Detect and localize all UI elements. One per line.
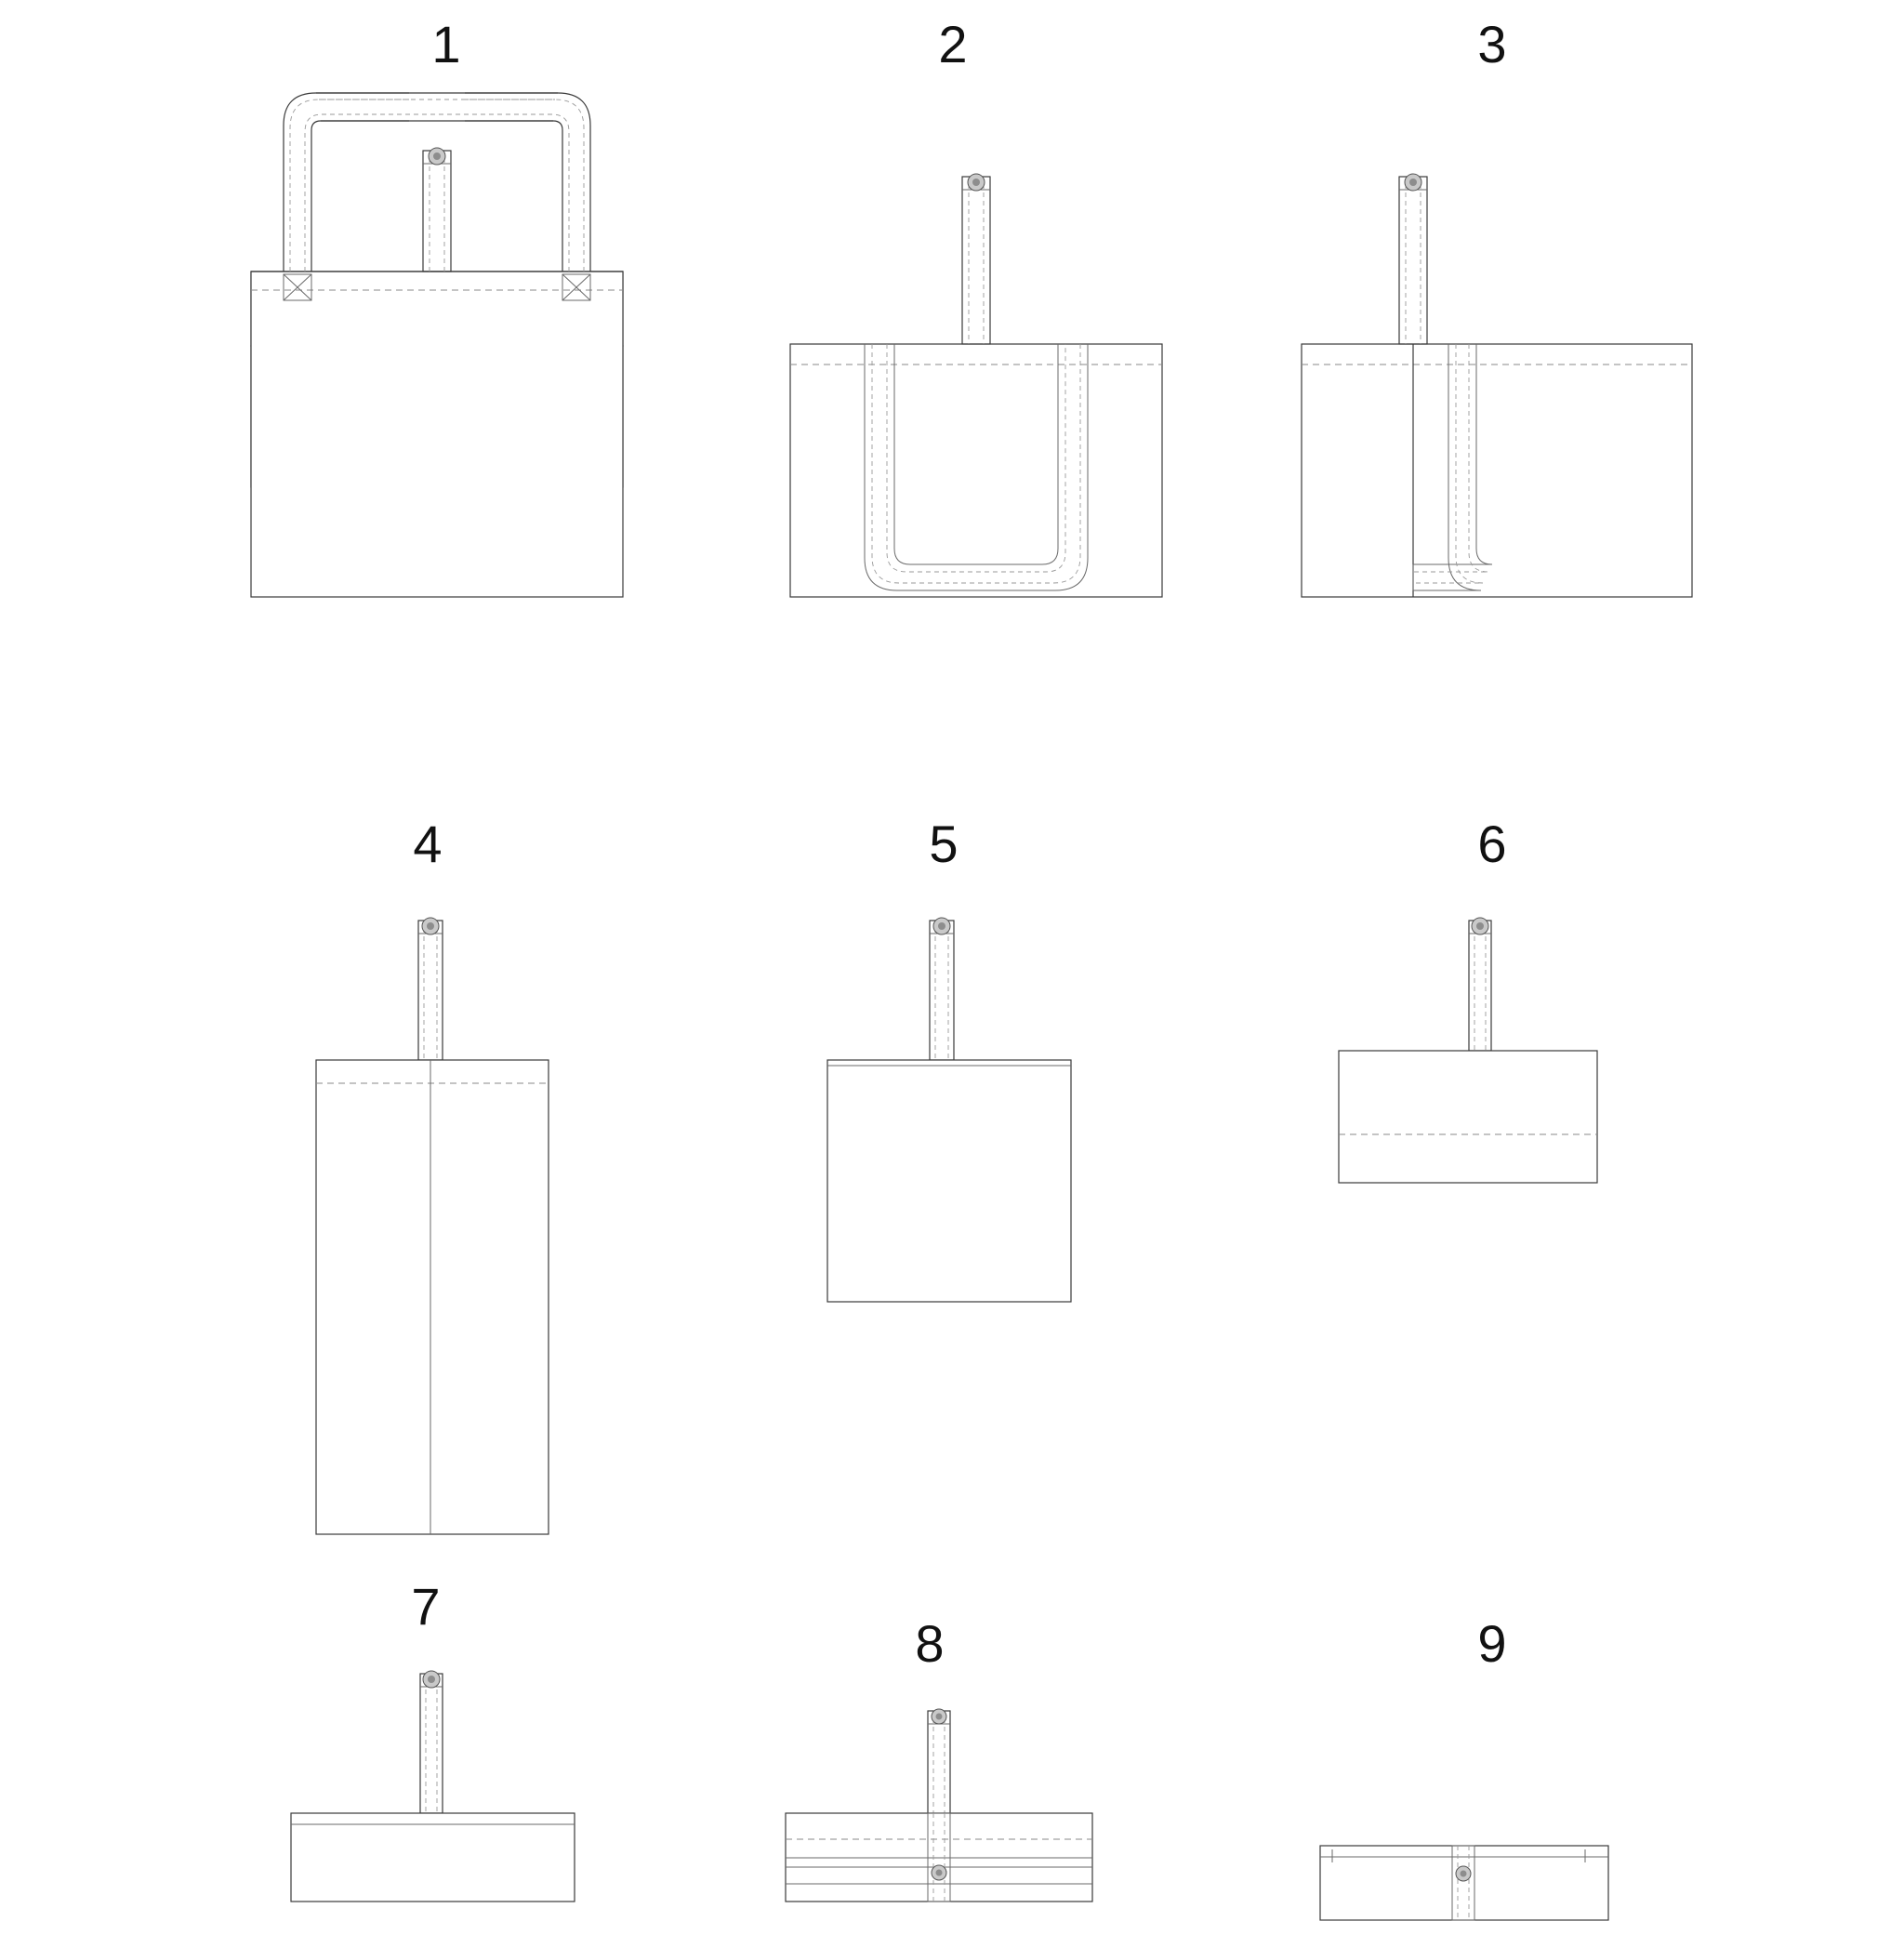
step-5-figure xyxy=(809,902,1088,1330)
step-4-figure xyxy=(298,902,576,1553)
step-3-number: 3 xyxy=(1477,15,1507,73)
step-5-number: 5 xyxy=(929,815,959,873)
step-6-figure xyxy=(1320,902,1618,1274)
step-4-number: 4 xyxy=(413,815,443,873)
step-2-figure xyxy=(772,158,1181,623)
step-1-number: 1 xyxy=(431,15,461,73)
step-9-number: 9 xyxy=(1477,1614,1507,1673)
step-1-figure xyxy=(232,74,651,614)
step-2-number: 2 xyxy=(938,15,968,73)
step-7-number: 7 xyxy=(411,1577,441,1636)
step-8-number: 8 xyxy=(915,1614,945,1673)
step-7-figure xyxy=(274,1664,609,1906)
step-8-figure xyxy=(772,1702,1106,1906)
step-9-figure xyxy=(1306,1836,1622,1948)
step-6-number: 6 xyxy=(1477,815,1507,873)
step-3-figure xyxy=(1283,158,1711,623)
